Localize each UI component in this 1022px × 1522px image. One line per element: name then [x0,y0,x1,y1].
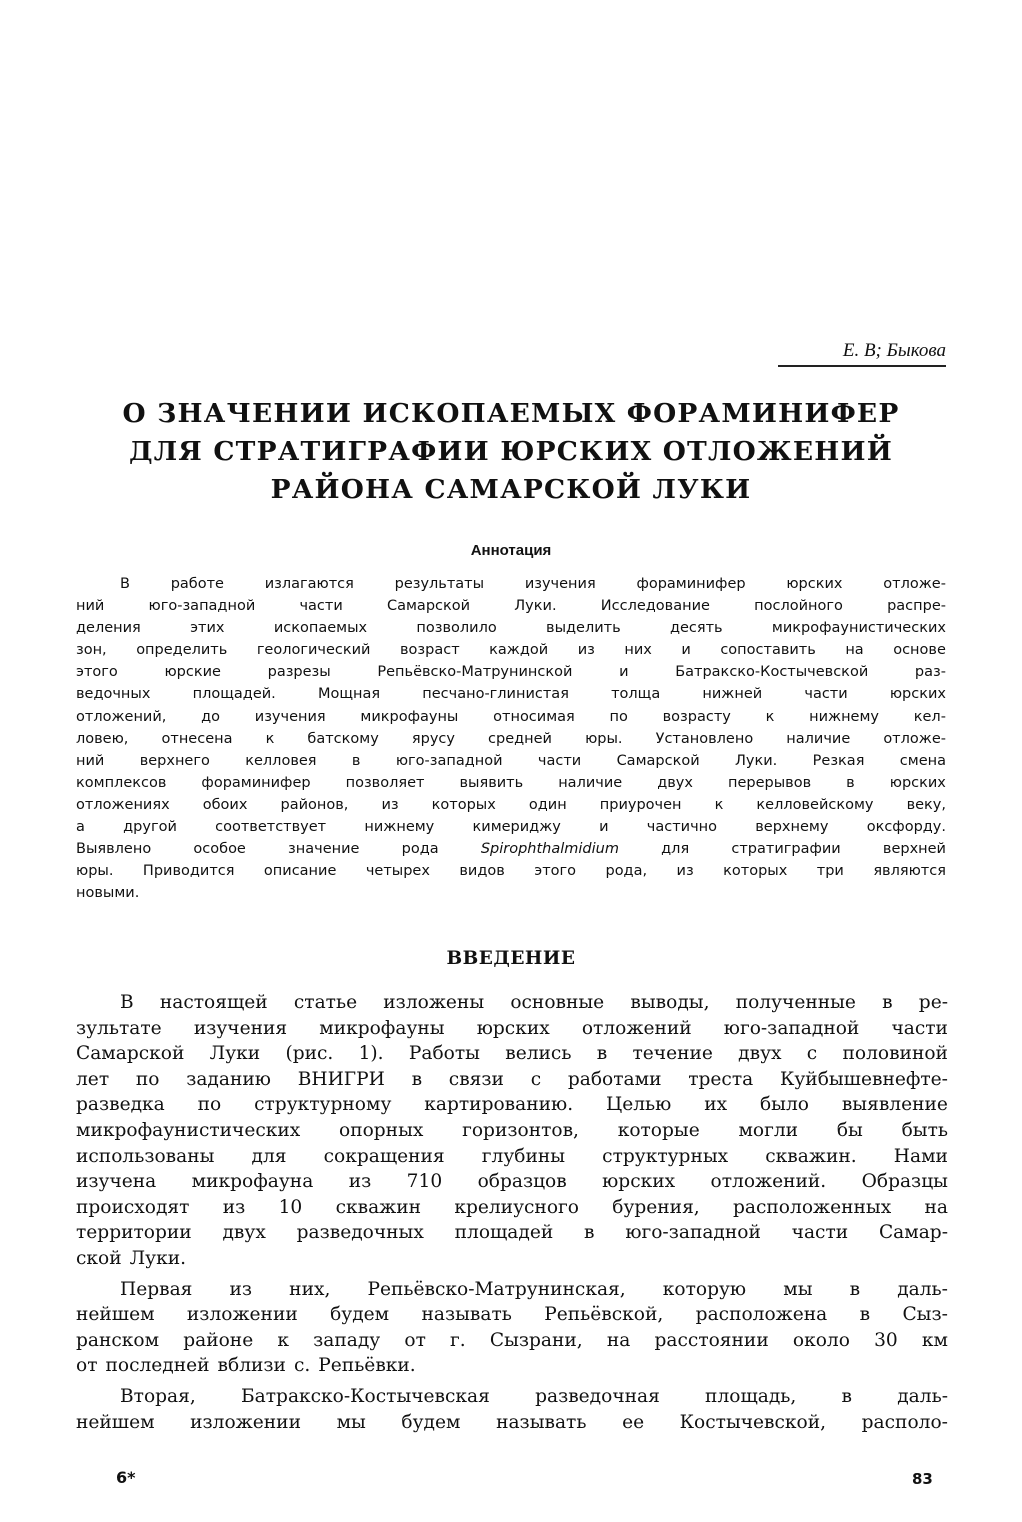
text-line: Выявлено особое значение рода Spirophthalmidium для стратиграфии верхней [76,841,946,858]
text-line: ний юго-западной части Самарской Луки. Исследование послойного распре- [76,598,946,615]
text-line: комплексов фораминифер позволяет выявить наличие двух перерывов в юрских [76,774,946,791]
page-number: 83 [912,1470,933,1488]
text-line: новыми. [76,885,140,902]
text-line: нейшем изложении будем называть Репьёвской, расположена в Сыз- [76,1304,948,1326]
text-line: нейшем изложении мы будем называть ее Костычевской, располо- [76,1411,948,1433]
text-line: этого юрские разрезы Репьёвско-Матрунинской и Батракско-Костычевской раз- [76,664,946,681]
title-line: О ЗНАЧЕНИИ ИСКОПАЕМЫХ ФОРАМИНИФЕР [122,398,900,429]
text-line: от последней вблизи с. Репьёвки. [76,1355,416,1377]
annotation-heading: Аннотация [470,542,552,559]
text-line: отложений, до изучения микрофауны относимая по возрасту к нижнему кел- [76,708,946,725]
text-line: юры. Приводится описание четырех видов этого рода, из которых три являются [76,863,946,880]
text-line: зультате изучения микрофауны юрских отложений юго-западной части [76,1017,948,1039]
text-line: лет по заданию ВНИГРИ в связи с работами треста Куйбышевнефте- [76,1068,948,1090]
text-line: В настоящей статье изложены основные выводы, полученные в ре- [120,992,948,1013]
annotation-text [76,573,946,904]
text-line: ской Луки. [76,1247,187,1269]
text-line: Вторая, Батракско-Костычевская разведочная площадь, в даль- [120,1385,948,1407]
signature-mark: 6* [116,1468,136,1487]
text-line: Первая из них, Репьёвско-Матрунинская, которую мы в даль- [120,1278,948,1300]
text-line: ний верхнего келловея в юго-западной части Самарской Луки. Резкая смена [76,752,946,769]
text-line: зон, определить геологический возраст каждой из них и сопоставить на основе [76,642,946,659]
text-line: ведочных площадей. Мощная песчано-глинистая толща нижней части юрских [76,686,946,703]
text-line: а другой соответствует нижнему кимериджу и частично верхнему оксфорду. [76,819,946,836]
body-text [76,990,948,1435]
text-line: происходят из 10 скважин крелиусного бурения, расположенных на [76,1196,948,1218]
text-line: разведка по структурному картированию. Целью их было выявление [76,1094,948,1116]
text-line: использованы для сокращения глубины структурных скважин. Нами [76,1145,948,1167]
text-line: ловею, отнесена к батскому ярусу средней юры. Установлено наличие отложе- [76,730,946,747]
text-line: Самарской Луки (рис. 1). Работы велись в течение двух с половиной [76,1043,948,1065]
text-line: ранском районе к западу от г. Сызрани, на расстоянии около 30 км [76,1329,948,1351]
title-line: РАЙОНА САМАРСКОЙ ЛУКИ [270,474,752,505]
text-line: отложениях обоих районов, из которых один приурочен к келловейскому веку, [76,796,946,813]
article-title [96,395,926,509]
section-heading: ВВЕДЕНИЕ [446,948,576,969]
title-line: ДЛЯ СТРАТИГРАФИИ ЮРСКИХ ОТЛОЖЕНИЙ [129,436,893,467]
text-line: деления этих ископаемых позволило выделить десять микрофаунистических [76,620,946,637]
text-line: изучена микрофауна из 710 образцов юрских отложений. Образцы [76,1171,948,1193]
text-line: В работе излагаются результаты изучения фораминифер юрских отложе- [120,576,946,592]
text-line: микрофаунистических опорных горизонтов, которые могли бы быть [76,1119,948,1141]
author-name: Е. В; Быкова [778,340,946,367]
text-line: территории двух разведочных площадей в юго-западной части Самар- [76,1222,948,1244]
